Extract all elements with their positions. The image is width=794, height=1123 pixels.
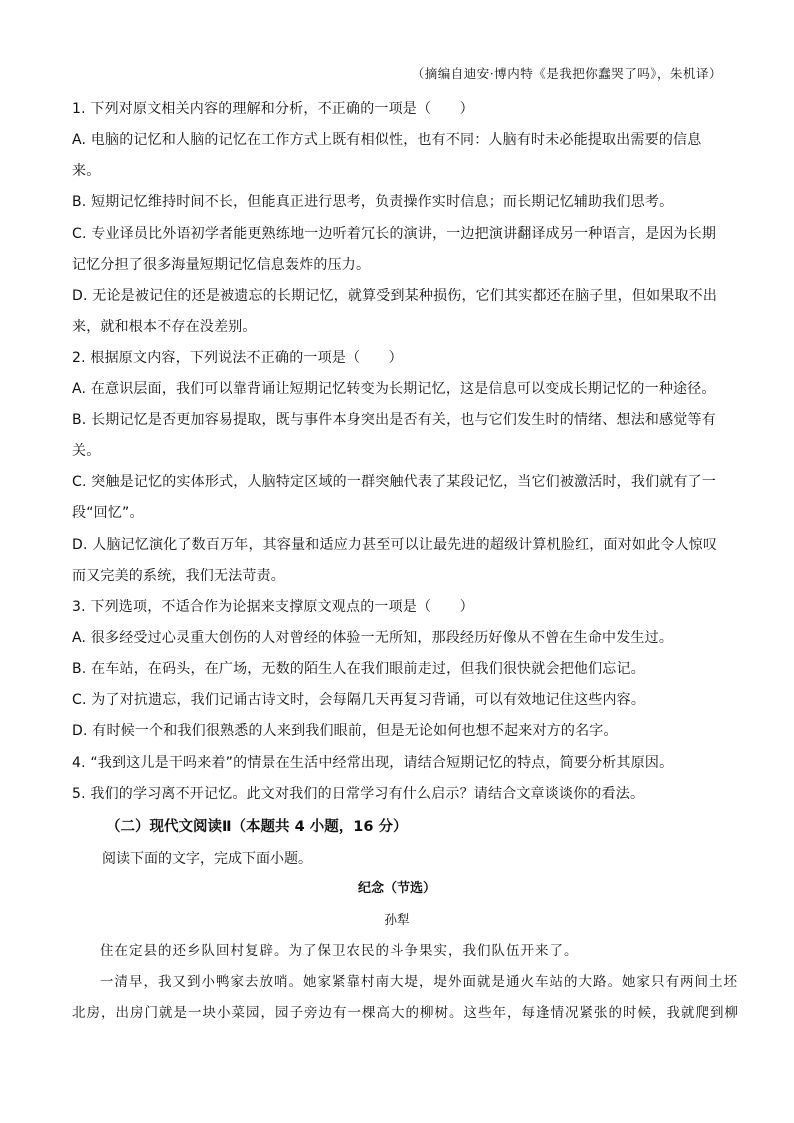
question-1-option-d: D. 无论是被记住的还是被遗忘的长期记忆，就算受到某种损伤，它们其实都还在脑子里，但如果取不出	[72, 288, 718, 304]
source-citation: （摘编自迪安·博内特《是我把你蠢哭了吗》，朱机译）	[411, 66, 722, 81]
question-1-option-a-cont: 来。	[72, 163, 101, 179]
question-3-option-d: D. 有时候一个和我们很熟悉的人来到我们眼前，但是无论如何也想不起来对方的名字。	[72, 723, 618, 739]
question-1-option-c-cont: 记忆分担了很多海量短期记忆信息轰炸的压力。	[72, 257, 371, 273]
question-2-option-c: C. 突触是记忆的实体形式，人脑特定区域的一群突触代表了某段记忆，当它们被激活时，我们就有了一	[72, 474, 717, 490]
question-2-option-b: B. 长期记忆是否更加容易提取，既与事件本身突出是否有关，也与它们发生时的情绪、想法和感觉等有	[72, 412, 716, 428]
passage-title: 纪念（节选）	[357, 881, 436, 896]
question-5: 5. 我们的学习离不开记忆。此文对我们的日常学习有什么启示？请结合文章谈谈你的看法。	[72, 786, 645, 802]
question-1-option-b: B. 短期记忆维持时间不长，但能真正进行思考，负责操作实时信息；而长期记忆辅助我们思考。	[72, 194, 674, 210]
question-1-option-d-cont: 来，就和根本不存在没差别。	[72, 319, 257, 335]
question-2-option-a: A. 在意识层面，我们可以靠背诵让短期记忆转变为长期记忆，这是信息可以变成长期记忆的一种途径。	[72, 381, 716, 397]
question-1-stem: 1. 下列对原文相关内容的理解和分析，不正确的一项是（ ）	[72, 101, 474, 117]
question-3-stem: 3. 下列选项，不适合作为论据来支撑原文观点的一项是（ ）	[72, 599, 474, 615]
passage-author: 孙犁	[384, 912, 410, 927]
section-heading: （二）现代文阅读Ⅱ（本题共 4 小题，16 分）	[106, 819, 408, 835]
question-3-option-c: C. 为了对抗遗忘，我们记诵古诗文时，会每隔几天再复习背诵，可以有效地记住这些内容。	[72, 692, 646, 708]
section-intro: 阅读下面的文字，完成下面小题。	[102, 851, 312, 867]
passage-paragraph-2: 一清早，我又到小鸭家去放哨。她家紧靠村南大堤，堤外面就是通火车站的大路。她家只有两间土坯	[100, 974, 738, 990]
question-1-option-a: A. 电脑的记忆和人脑的记忆在工作方式上既有相似性，也有不同：人脑有时未必能提取出需要的信息	[72, 132, 702, 148]
question-1-option-c: C. 专业译员比外语初学者能更熟练地一边听着冗长的演讲，一边把演讲翻译成另一种语言，是因为长期	[72, 226, 717, 242]
question-4: 4. “我到这儿是干吗来着”的情景在生活中经常出现，请结合短期记忆的特点，简要分析其原因。	[72, 755, 674, 771]
question-2-option-b-cont: 关。	[72, 443, 101, 459]
question-2-stem: 2. 根据原文内容，下列说法不正确的一项是（ ）	[72, 350, 403, 366]
passage-paragraph-2-cont: 北房，出房门就是一块小菜园，园子旁边有一棵高大的柳树。这些年，每逢情况紧张的时候，我就爬到柳	[72, 1005, 739, 1021]
question-2-option-d-cont: 而又完美的系统，我们无法苛责。	[72, 568, 285, 584]
question-2-option-d: D. 人脑记忆演化了数百万年，其容量和适应力甚至可以让最先进的超级计算机脸红，面对如此令人惊叹	[72, 537, 718, 553]
question-3-option-b: B. 在车站，在码头，在广场，无数的陌生人在我们眼前走过，但我们很快就会把他们忘记。	[72, 661, 645, 677]
question-2-option-c-cont: 段“回忆”。	[72, 505, 144, 521]
question-3-option-a: A. 很多经受过心灵重大创伤的人对曾经的体验一无所知，那段经历好像从不曾在生命中发生过。	[72, 630, 674, 646]
passage-paragraph-1: 住在定县的还乡队回村复辟。为了保卫农民的斗争果实，我们队伍开来了。	[100, 943, 579, 959]
